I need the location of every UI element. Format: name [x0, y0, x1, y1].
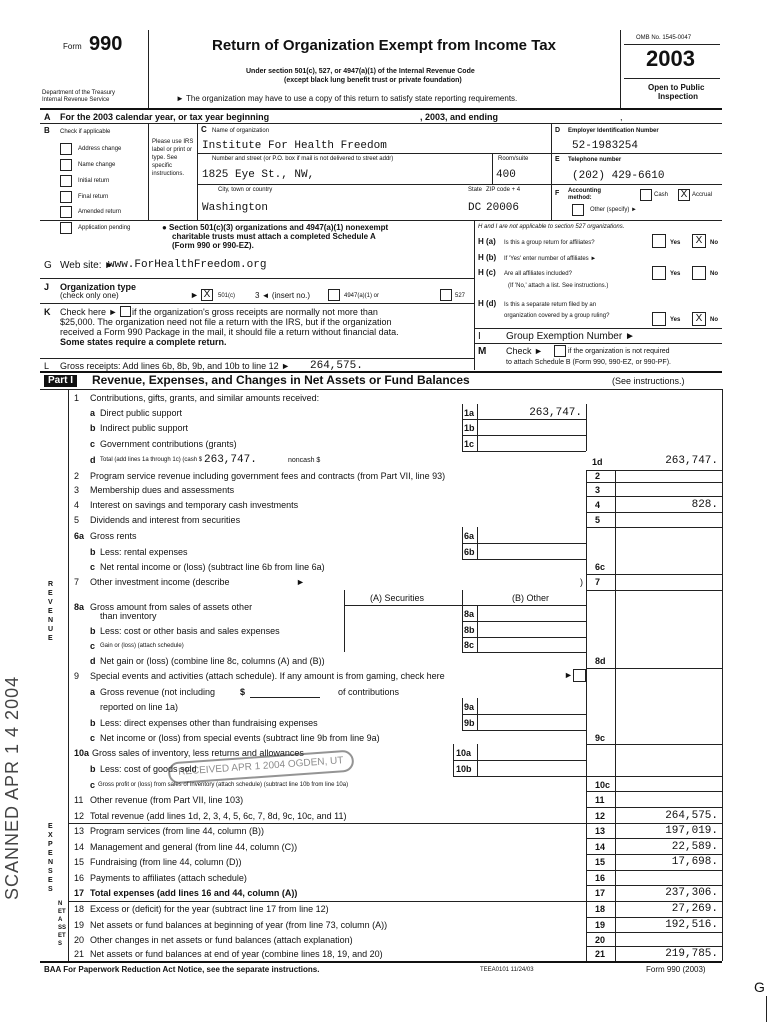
ha-label: H (a)	[478, 237, 496, 246]
open-to-public: Open to Public	[648, 83, 705, 92]
line-7-box: 7	[595, 577, 601, 587]
4947-checkbox[interactable]	[328, 289, 340, 301]
501c-number: 3 ◄ (insert no.)	[255, 291, 311, 300]
line-b-letter: B	[44, 126, 50, 135]
accounting-method-label: Accounting method:	[568, 188, 601, 201]
hb-label: H (b)	[478, 253, 497, 262]
line-18-box: 18	[595, 904, 606, 914]
line-14-value: 22,589.	[671, 841, 718, 853]
address-change-label: Address change	[78, 146, 122, 152]
m-check: Check ►	[506, 346, 543, 356]
corner-mark: G	[754, 979, 765, 995]
line-9c-text: Net income or (loss) from special events (subtract line 9b from line 9a)	[100, 733, 380, 743]
501c-label: 501(c)	[218, 293, 236, 299]
line-9a-text-2: $	[240, 687, 246, 697]
line-18-value: 27,269.	[671, 903, 718, 915]
ha-text: Is this a group return for affiliates?	[504, 240, 595, 246]
line-1d-num: d	[90, 455, 96, 465]
k-text-2: if the organization's gross receipts are normally not more than	[132, 307, 378, 317]
line-5-box: 5	[595, 515, 601, 525]
hd-no-checkbox[interactable]: X	[692, 312, 706, 326]
line-d-letter: D	[555, 127, 561, 134]
revenue-side-label: REVENUE	[48, 581, 54, 642]
footer-baa: BAA For Paperwork Reduction Act Notice, see the separate instructions.	[44, 965, 320, 974]
line-8a-box: 8a	[464, 609, 475, 619]
line-6c-box: 6c	[595, 562, 606, 572]
line-13-num: 13	[74, 826, 85, 836]
hc-label: H (c)	[478, 268, 496, 277]
line-10c-text: Gross profit or (loss) from sales of inventory (attach schedule) (subtract line 10b from line 10a)	[98, 782, 349, 788]
line-14-text: Management and general (from line 44, column (C))	[90, 842, 298, 852]
gaming-checkbox[interactable]	[573, 669, 586, 682]
scanned-stamp: SCANNED APR 1 4 2004	[2, 675, 22, 900]
line-6b-text: Less: rental expenses	[100, 547, 188, 557]
line-9a-text-1: Gross revenue (not including	[100, 687, 216, 697]
line-l-letter: L	[44, 361, 50, 371]
line-6b-box: 6b	[464, 547, 475, 557]
line-g-letter: G	[44, 260, 52, 271]
line-f-letter: F	[555, 190, 560, 197]
line-15-value: 17,698.	[671, 856, 718, 868]
line-19-text: Net assets or fund balances at beginning of year (from line 73, column (A))	[90, 920, 388, 930]
line-8d-text: Net gain or (loss) (combine line 8c, columns (A) and (B))	[100, 656, 325, 666]
website-label: Web site: ►	[60, 260, 115, 271]
hc-no-label: No	[710, 271, 718, 277]
m-checkbox[interactable]	[554, 345, 566, 357]
line-9-num: 9	[74, 671, 80, 681]
omb-number: OMB No. 1545-0047	[636, 35, 692, 41]
cash-checkbox[interactable]	[640, 189, 652, 201]
line-21-box: 21	[595, 949, 606, 959]
line-m-letter: M	[478, 346, 487, 357]
name-change-label: Name change	[78, 162, 116, 168]
line-12-box: 12	[595, 811, 606, 821]
m-text-2: if the organization is not required	[568, 348, 670, 355]
line-1a-box: 1a	[464, 408, 475, 418]
line-4-text: Interest on savings and temporary cash investments	[90, 500, 299, 510]
line-21-num: 21	[74, 949, 85, 959]
line-10a-text: Gross sales of inventory, less returns and allowances	[92, 748, 304, 758]
part-subtitle: (See instructions.)	[612, 376, 685, 386]
line-6b-num: b	[90, 547, 96, 557]
line-1b-box: 1b	[464, 423, 475, 433]
hc-yes-checkbox[interactable]	[652, 266, 666, 280]
line-9a-text-3: of contributions	[338, 687, 400, 697]
line-13-value: 197,019.	[665, 825, 718, 837]
inspection: Inspection	[658, 92, 699, 101]
line-7-text: Other investment income (describe	[90, 577, 230, 587]
line-20-text: Other changes in net assets or fund balances (attach explanation)	[90, 935, 353, 945]
amended-return-label: Amended return	[78, 209, 122, 215]
hd-text-1: Is this a separate return filed by an	[504, 302, 597, 308]
line-10c-num: c	[90, 780, 96, 790]
other-method-label: Other (specify) ►	[590, 207, 637, 213]
section501-line2: charitable trusts must attach a completed Schedule A	[172, 232, 376, 241]
org-name-value: Institute For Health Freedom	[202, 140, 387, 152]
ein-value: 52-1983254	[572, 140, 639, 152]
line-6a-text: Gross rents	[90, 531, 137, 541]
line-4-box: 4	[595, 500, 601, 510]
line-9c-box: 9c	[595, 733, 606, 743]
footer-code: TEEA0101 11/24/03	[480, 967, 534, 973]
org-type-sub: (check only one)	[60, 291, 119, 300]
gross-receipts-value: 264,575.	[310, 360, 363, 372]
line-8a-num: 8a	[74, 602, 85, 612]
m-text-3: to attach Schedule B (Form 990, 990-EZ, or 990-PF).	[506, 359, 671, 366]
line-15-text: Fundraising (from line 44, column (D))	[90, 857, 242, 867]
line-1b-num: b	[90, 423, 96, 433]
hd-label: H (d)	[478, 299, 497, 308]
footer-form: Form 990 (2003)	[646, 965, 706, 974]
ha-yes-checkbox[interactable]	[652, 234, 666, 248]
form-title: Return of Organization Exempt from Income Tax	[212, 37, 556, 54]
initial-return-checkbox[interactable]	[60, 175, 72, 187]
address-change-checkbox[interactable]	[60, 143, 72, 155]
line-19-num: 19	[74, 920, 85, 930]
line-2-num: 2	[74, 471, 80, 481]
line-10a-box: 10a	[456, 748, 472, 758]
line-10a-num: 10a	[74, 748, 90, 758]
tax-year: 2003	[646, 46, 695, 71]
room-value: 400	[496, 169, 516, 181]
application-pending-label: Application pending	[78, 225, 131, 231]
line-1d-noncash: noncash $	[288, 457, 321, 464]
line-4-value: 828.	[691, 499, 718, 511]
line-7-num: 7	[74, 577, 80, 587]
line-8b-text: Less: cost or other basis and sales expenses	[100, 626, 280, 636]
line-1d-value: 263,747.	[665, 455, 718, 467]
line-a-mid: , 2003, and ending	[420, 112, 499, 122]
line-6a-num: 6a	[74, 531, 85, 541]
line-6c-num: c	[90, 562, 96, 572]
527-label: 527	[455, 293, 466, 299]
k-text-5: Some states require a complete return.	[60, 337, 227, 347]
line-3-text: Membership dues and assessments	[90, 485, 235, 495]
line-8a-text-2: than inventory	[100, 611, 157, 621]
line-9a-num: a	[90, 687, 96, 697]
zip-label: ZIP code + 4	[486, 187, 521, 193]
hd-text-2: organization covered by a group ruling?	[504, 313, 610, 319]
line-c-letter: C	[201, 125, 207, 134]
ha-no-checkbox[interactable]: X	[692, 234, 706, 248]
phone-value: (202) 429-6610	[572, 170, 665, 182]
line-9b-num: b	[90, 718, 96, 728]
section501-line3: (Form 990 or 990-EZ).	[172, 241, 254, 250]
section501-line1: ● Section 501(c)(3) organizations and 4947(a)(1) nonexempt	[162, 223, 389, 232]
line-17-box: 17	[595, 888, 606, 898]
gross-receipts-label: Gross receipts: Add lines 6b, 8b, 9b, and 10b to line 12 ►	[60, 361, 291, 371]
line-11-num: 11	[74, 795, 84, 805]
amended-return-checkbox[interactable]	[60, 206, 72, 218]
dept-treasury: Department of the Treasury	[42, 90, 116, 96]
line-9a-text-4: reported on line 1a)	[100, 702, 179, 712]
line-17-num: 17	[74, 888, 85, 898]
hd-yes-checkbox[interactable]	[652, 312, 666, 326]
col-a-securities: (A) Securities	[370, 593, 425, 603]
application-pending-checkbox[interactable]	[60, 222, 72, 234]
line-12-text: Total revenue (add lines 1d, 2, 3, 4, 5, 6c, 7, 8d, 9c, 10c, and 11)	[90, 811, 347, 821]
line-2-box: 2	[595, 471, 601, 481]
group-exemption: Group Exemption Number ►	[506, 331, 635, 342]
line-10b-box: 10b	[456, 764, 472, 774]
line-5-num: 5	[74, 515, 80, 525]
line-1d-cash: 263,747.	[204, 454, 257, 466]
line-11-text: Other revenue (from Part VII, line 103)	[90, 795, 244, 805]
line-1c-box: 1c	[464, 439, 475, 449]
line-e-letter: E	[555, 156, 560, 163]
line-9c-num: c	[90, 733, 96, 743]
ha-no-label: No	[710, 240, 718, 246]
hd-no-label: No	[710, 317, 718, 323]
final-return-checkbox[interactable]	[60, 191, 72, 203]
line-8d-box: 8d	[595, 656, 606, 666]
dept-irs: Internal Revenue Service	[42, 97, 110, 103]
hc-text: Are all affiliates included?	[504, 271, 572, 277]
line-j-letter: J	[44, 282, 50, 292]
line-8a-text-1: Gross amount from sales of assets other	[90, 602, 253, 612]
line-10b-num: b	[90, 764, 96, 774]
527-checkbox[interactable]	[440, 289, 452, 301]
line-6c-text: Net rental income or (loss) (subtract line 6b from line 6a)	[100, 562, 325, 572]
line-9b-text: Less: direct expenses other than fundraising expenses	[100, 718, 318, 728]
part-title: Revenue, Expenses, and Changes in Net Assets or Fund Balances	[92, 373, 470, 387]
col-b-other: (B) Other	[512, 593, 550, 603]
line-1a-value: 263,747.	[529, 407, 582, 419]
line-1b-text: Indirect public support	[100, 423, 189, 433]
line-a-end: ,	[620, 112, 623, 122]
other-method-checkbox[interactable]	[572, 204, 584, 216]
line-i-letter: I	[478, 331, 481, 342]
street-label: Number and street (or P.O. box if mail is not delivered to street addr)	[212, 156, 394, 162]
website-value: www.ForHealthFreedom.org	[108, 259, 267, 271]
line-1-text: Contributions, gifts, grants, and similar amounts received:	[90, 393, 320, 403]
phone-label: Telephone number	[568, 157, 622, 163]
hc-no-checkbox[interactable]	[692, 266, 706, 280]
org-name-label: Name of organization	[212, 128, 270, 134]
line-14-num: 14	[74, 842, 85, 852]
line-1a-num: a	[90, 408, 96, 418]
line-11-box: 11	[595, 795, 605, 805]
accrual-checkbox[interactable]: X	[678, 189, 690, 201]
line-19-box: 19	[595, 920, 606, 930]
check-applicable-label: Check if applicable	[60, 129, 111, 135]
line-20-num: 20	[74, 935, 85, 945]
line-3-box: 3	[595, 485, 601, 495]
line-17-text: Total expenses (add lines 16 and 44, column (A))	[90, 888, 298, 898]
line-k-letter: K	[44, 307, 51, 317]
ha-yes-label: Yes	[670, 240, 681, 246]
line-8d-num: d	[90, 656, 96, 666]
received-stamp: RECEIVED APR 1 2004 OGDEN, UT	[167, 750, 354, 785]
form-label: Form	[63, 42, 82, 51]
part-label: Part I	[44, 375, 77, 387]
line-3-num: 3	[74, 485, 80, 495]
initial-return-label: Initial return	[78, 178, 110, 184]
line-9a-box: 9a	[464, 702, 475, 712]
line-9-text: Special events and activities (attach schedule). If any amount is from gaming, check here	[90, 671, 445, 681]
line-8b-box: 8b	[464, 625, 475, 635]
line-8c-box: 8c	[464, 640, 475, 650]
expenses-side-label: EXPENSES	[48, 823, 54, 893]
form-number: 990	[89, 33, 123, 55]
line-1d-text: Total (add lines 1a through 1c) (cash $	[100, 457, 203, 463]
line-13-box: 13	[595, 826, 606, 836]
line-12-value: 264,575.	[665, 810, 718, 822]
city-value: Washington	[202, 202, 269, 214]
org-type-label: Organization type	[60, 282, 137, 292]
line-18-text: Excess or (deficit) for the year (subtract line 17 from line 12)	[90, 904, 329, 914]
501c-checkbox[interactable]: X	[201, 289, 213, 301]
line-20-box: 20	[595, 935, 606, 945]
form-subtitle-1: Under section 501(c), 527, or 4947(a)(1) of the Internal Revenue Code	[246, 68, 475, 75]
line-a-text: For the 2003 calendar year, or tax year beginning	[60, 112, 270, 122]
state-notice: ► The organization may have to use a copy of this return to satisfy state reporting requirements.	[176, 94, 518, 103]
line-18-num: 18	[74, 904, 85, 914]
line-1d-box: 1d	[592, 457, 603, 467]
hb-text: If 'Yes' enter number of affiliates ►	[504, 256, 597, 262]
line-15-num: 15	[74, 857, 85, 867]
line-a-letter: A	[44, 112, 51, 122]
line-17-value: 237,306.	[665, 887, 718, 899]
line-8c-num: c	[90, 641, 96, 651]
line-21-value: 219,785.	[665, 948, 718, 960]
zip-value: 20006	[486, 202, 520, 214]
k-text-3: $25,000. The organization need not file a return with the IRS, but if the organization	[60, 317, 392, 327]
form-subtitle-2: (except black lung benefit trust or private foundation)	[284, 77, 462, 84]
line-15-box: 15	[595, 857, 606, 867]
room-label: Room/suite	[498, 156, 529, 162]
line-12-num: 12	[74, 811, 85, 821]
line-9b-box: 9b	[464, 718, 475, 728]
hd-yes-label: Yes	[670, 317, 681, 323]
line-13-text: Program services (from line 44, column (B))	[90, 826, 265, 836]
line-14-box: 14	[595, 842, 606, 852]
irs-label-note: Please use IRS label or print or type. See specific instructions.	[152, 139, 194, 177]
line-16-num: 16	[74, 873, 85, 883]
line-8b-num: b	[90, 626, 96, 636]
final-return-label: Final return	[78, 194, 109, 200]
line-19-value: 192,516.	[665, 919, 718, 931]
line-2-text: Program service revenue including government fees and contracts (from Part VII, line 93)	[90, 471, 446, 481]
line-8c-text: Gain or (loss) (attach schedule)	[100, 643, 184, 649]
net-assets-side-label: NET ASSETS	[58, 901, 67, 947]
line-21-text: Net assets or fund balances at end of year (combine lines 18, 19, and 20)	[90, 949, 383, 959]
line-16-box: 16	[595, 873, 606, 883]
line-1c-text: Government contributions (grants)	[100, 439, 237, 449]
line-1c-num: c	[90, 439, 96, 449]
street-value: 1825 Eye St., NW,	[202, 169, 315, 181]
city-label: City, town or country	[218, 187, 273, 193]
line-1-num: 1	[74, 393, 80, 403]
line-16-text: Payments to affiliates (attach schedule)	[90, 873, 247, 883]
accrual-label: Accrual	[692, 192, 713, 198]
k-text-4: received a Form 990 Package in the mail, it should file a return without financial data.	[60, 327, 399, 337]
hc-note: (If 'No,' attach a list. See instructions.)	[508, 283, 609, 289]
line-1a-text: Direct public support	[100, 408, 183, 418]
h-i-note: H and I are not applicable to section 527 organizations.	[478, 224, 625, 230]
state-label: State	[468, 187, 483, 193]
line-6a-box: 6a	[464, 531, 475, 541]
state-value: DC	[468, 202, 482, 214]
ein-label: Employer Identification Number	[568, 128, 659, 134]
line-10b-text: Less: cost of goods sold	[100, 764, 197, 774]
line-10c-box: 10c	[595, 780, 611, 790]
line-5-text: Dividends and interest from securities	[90, 515, 241, 525]
cash-label: Cash	[654, 192, 669, 198]
4947-label: 4947(a)(1) or	[344, 293, 380, 299]
name-change-checkbox[interactable]	[60, 159, 72, 171]
hc-yes-label: Yes	[670, 271, 681, 277]
k-check-here: Check here ►	[60, 307, 118, 317]
line-4-num: 4	[74, 500, 80, 510]
k-checkbox[interactable]	[120, 306, 131, 317]
